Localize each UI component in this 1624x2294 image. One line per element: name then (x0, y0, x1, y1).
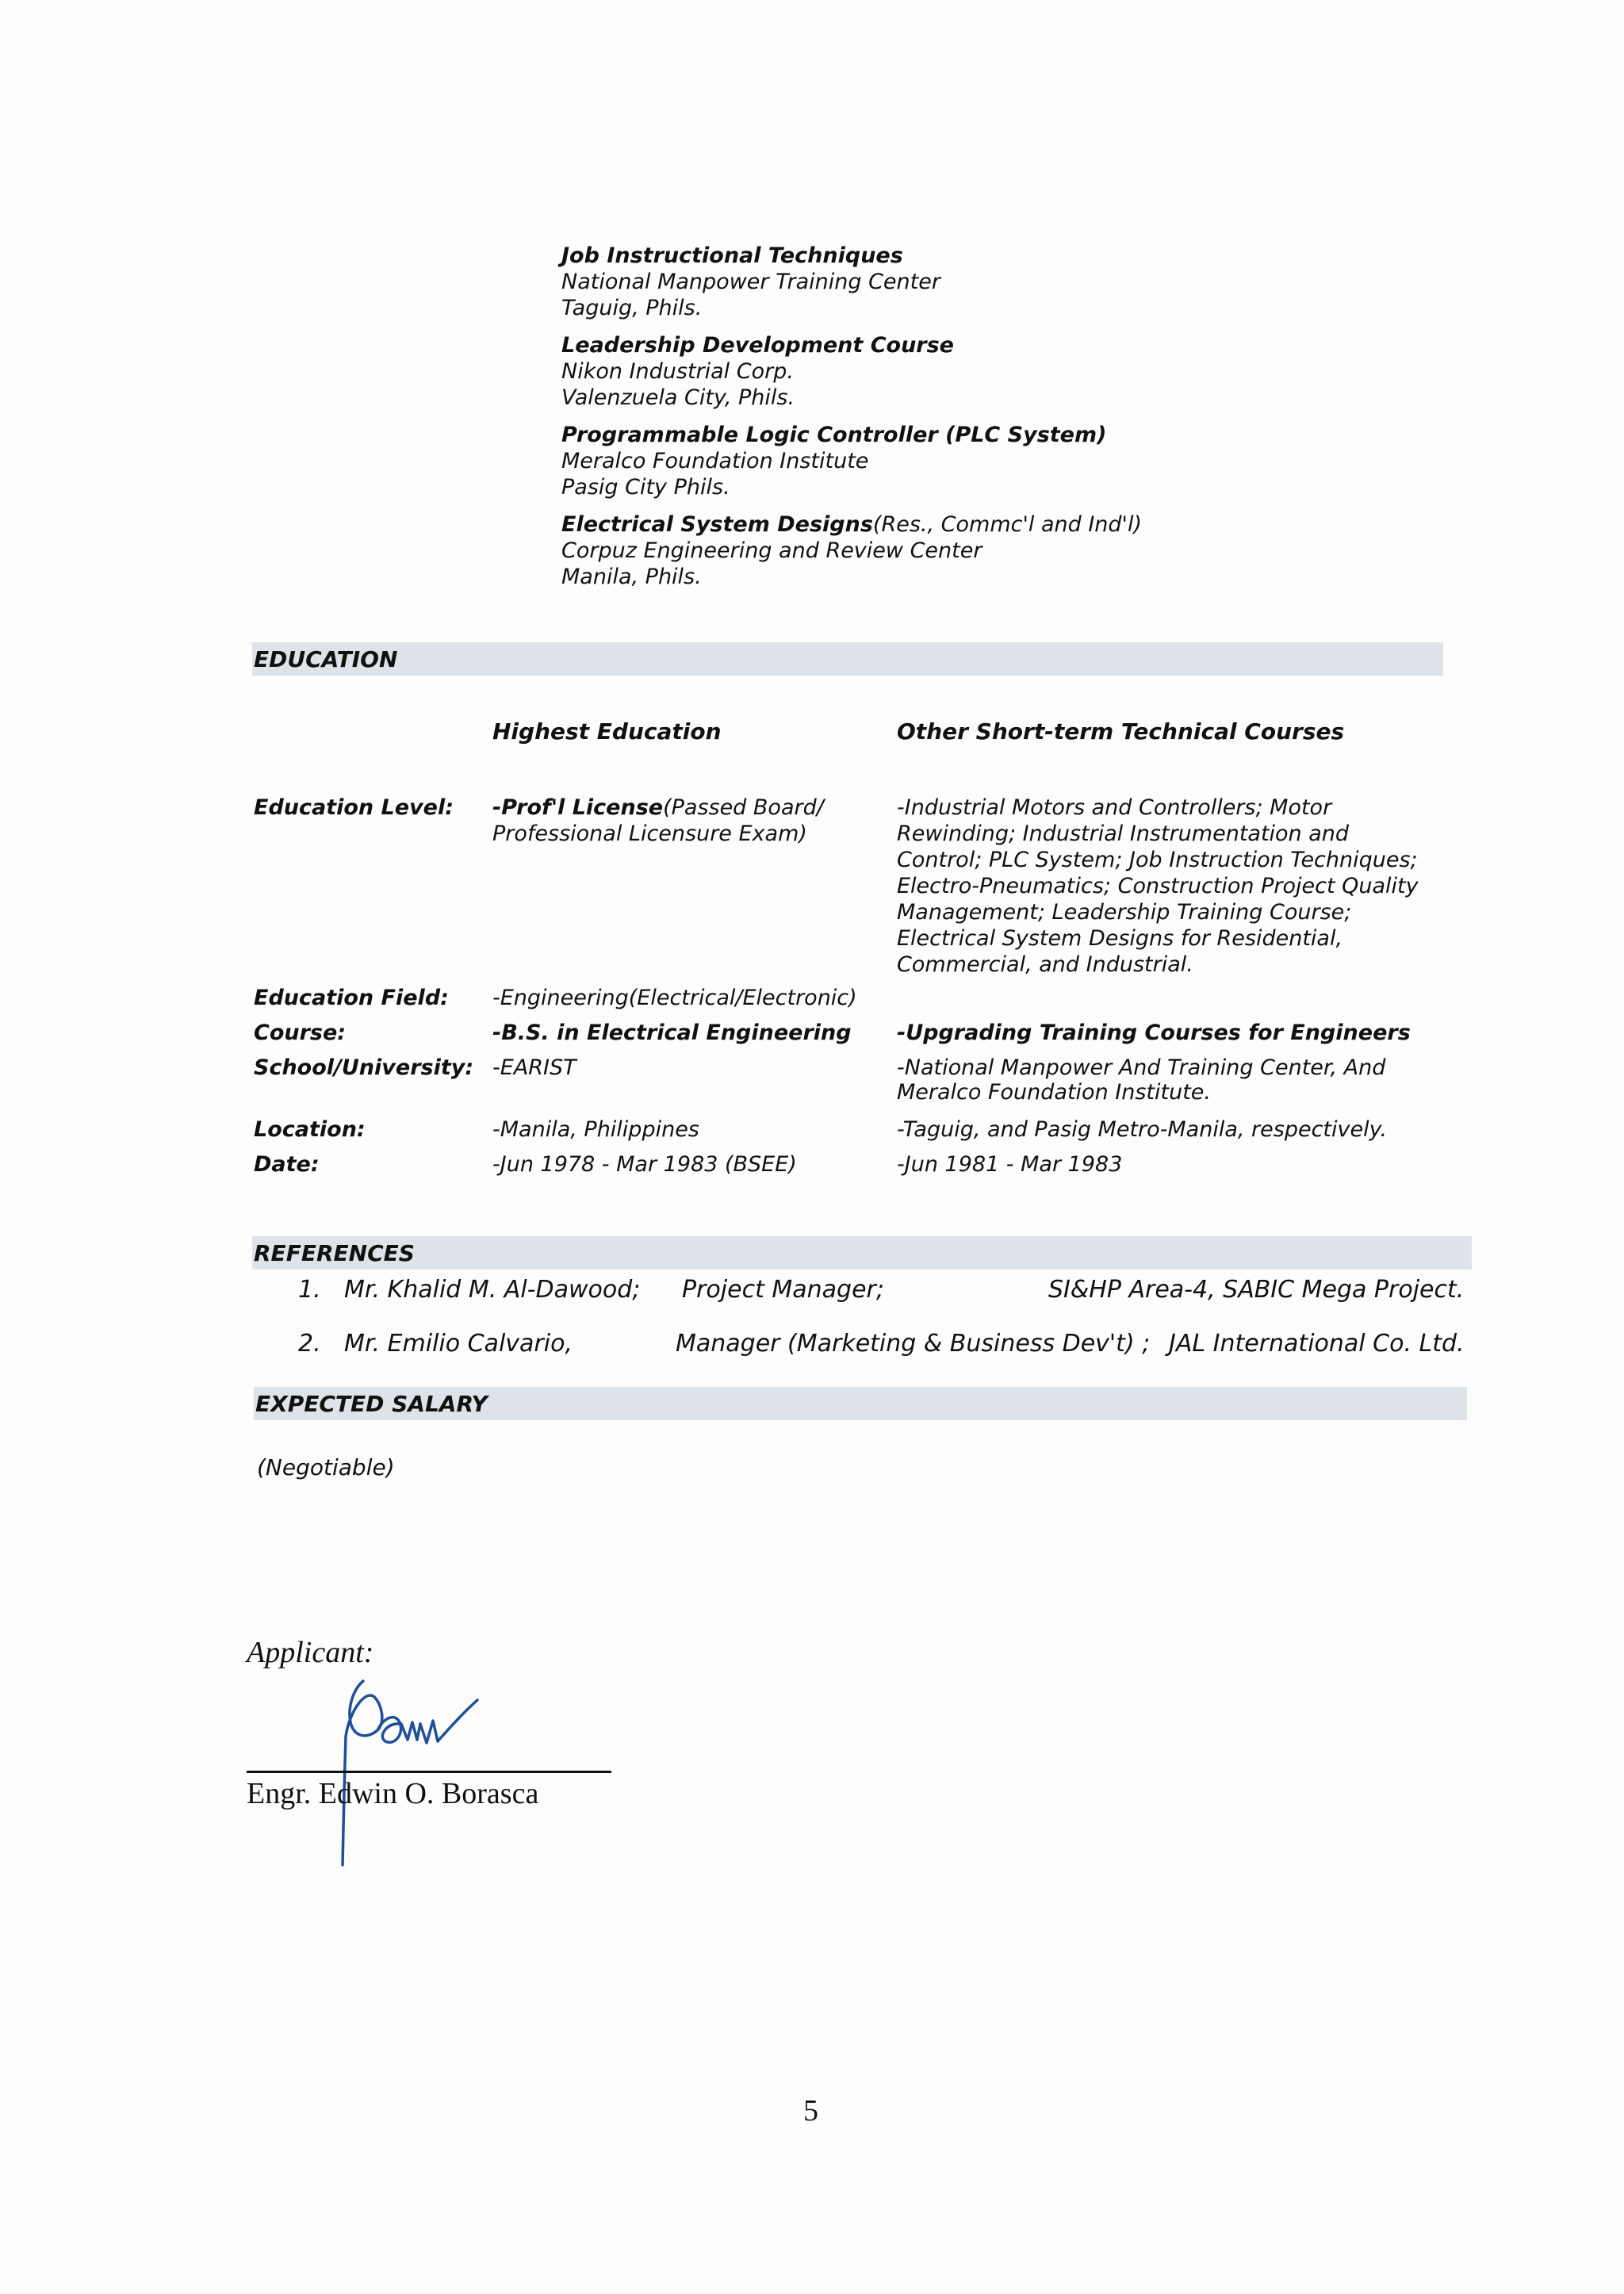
reference-company: SI&HP Area-4, SABIC Mega Project. (1048, 1276, 1465, 1304)
education-section-header (252, 642, 1443, 676)
applicant-label: Applicant: (247, 1636, 374, 1669)
education-level-value (492, 795, 824, 847)
date-other: -Jun 1981 - Mar 1983 (897, 1152, 1123, 1177)
training-title-suffix: (Res., Commc'l and Ind'l) (872, 512, 1143, 537)
training-title: Electrical System Designs (561, 512, 873, 537)
location-label: Location: (254, 1117, 366, 1142)
education-field-label: Education Field: (254, 986, 449, 1010)
training-location: Taguig, Phils. (561, 296, 703, 320)
training-location: Valenzuela City, Phils. (561, 385, 795, 410)
reference-name: Mr. Emilio Calvario, (344, 1330, 573, 1358)
school-other (897, 1055, 1385, 1105)
education-level-rest: (Passed Board/ (663, 795, 824, 820)
school-other-line: -National Manpower And Training Center, And (897, 1055, 1386, 1080)
training-institution: Meralco Foundation Institute (561, 449, 869, 473)
training-item (561, 422, 1434, 500)
reference-num: 1. (298, 1276, 321, 1304)
training-institution: Nikon Industrial Corp. (561, 359, 794, 384)
training-item (561, 511, 1434, 590)
reference-num: 2. (298, 1330, 321, 1358)
section-title: EDUCATION (254, 646, 398, 672)
training-title: Programmable Logic Controller (PLC System) (561, 423, 1107, 447)
training-location: Manila, Phils. (561, 565, 702, 589)
school-label: School/University: (254, 1055, 474, 1080)
school-other-line: Meralco Foundation Institute. (897, 1080, 1211, 1105)
salary-value: (Negotiable) (257, 1454, 395, 1480)
course-label: Course: (254, 1021, 347, 1045)
training-item (561, 332, 1434, 411)
training-title: Leadership Development Course (561, 333, 954, 358)
reference-position: Project Manager; (682, 1276, 884, 1304)
training-title-line (561, 511, 1434, 538)
training-institution: Corpuz Engineering and Review Center (561, 538, 982, 563)
school-value: -EARIST (492, 1055, 576, 1080)
other-courses-list (897, 795, 1419, 978)
training-item (561, 243, 1434, 321)
col-header-other: Other Short-term Technical Courses (897, 718, 1345, 745)
other-courses-line: Rewinding; Industrial Instrumentation and (897, 821, 1350, 846)
training-title: Job Instructional Techniques (561, 243, 903, 268)
references-section-header (252, 1236, 1472, 1270)
other-courses-line: Management; Leadership Training Course; (897, 900, 1352, 925)
signature-mark (301, 1657, 508, 1879)
education-field-value: -Engineering(Electrical/Electronic) (492, 986, 857, 1010)
training-list (561, 243, 1434, 601)
signature-line (247, 1771, 611, 1773)
other-courses-line: Electro-Pneumatics; Construction Project Quality (897, 874, 1419, 898)
training-location: Pasig City Phils. (561, 475, 730, 500)
other-courses-line: Commercial, and Industrial. (897, 952, 1193, 977)
education-level-bold: -Prof'l License (492, 795, 664, 820)
education-level-line2: Professional Licensure Exam) (492, 821, 807, 846)
reference-company: JAL International Co. Ltd. (1169, 1330, 1465, 1358)
section-title: REFERENCES (254, 1240, 415, 1266)
other-courses-line: -Industrial Motors and Controllers; Motor (897, 795, 1332, 820)
salary-section-header (254, 1387, 1467, 1420)
course-other: -Upgrading Training Courses for Engineers (897, 1021, 1411, 1045)
training-institution: National Manpower Training Center (561, 270, 940, 294)
date-label: Date: (254, 1152, 320, 1177)
education-level-label: Education Level: (254, 795, 454, 820)
location-other: -Taguig, and Pasig Metro-Manila, respectively. (897, 1117, 1388, 1142)
other-courses-line: Electrical System Designs for Residential, (897, 926, 1343, 951)
page-number: 5 (803, 2094, 818, 2127)
course-value: -B.S. in Electrical Engineering (492, 1021, 852, 1045)
reference-position: Manager (Marketing & Business Dev't) ; (676, 1330, 1151, 1358)
other-courses-line: Control; PLC System; Job Instruction Techniques; (897, 848, 1418, 872)
section-title: EXPECTED SALARY (255, 1391, 488, 1417)
col-header-highest: Highest Education (492, 718, 722, 745)
reference-name: Mr. Khalid M. Al-Dawood; (344, 1276, 641, 1304)
location-value: -Manila, Philippines (492, 1117, 699, 1142)
date-value: -Jun 1978 - Mar 1983 (BSEE) (492, 1152, 797, 1177)
applicant-name: Engr. Edwin O. Borasca (247, 1777, 539, 1810)
